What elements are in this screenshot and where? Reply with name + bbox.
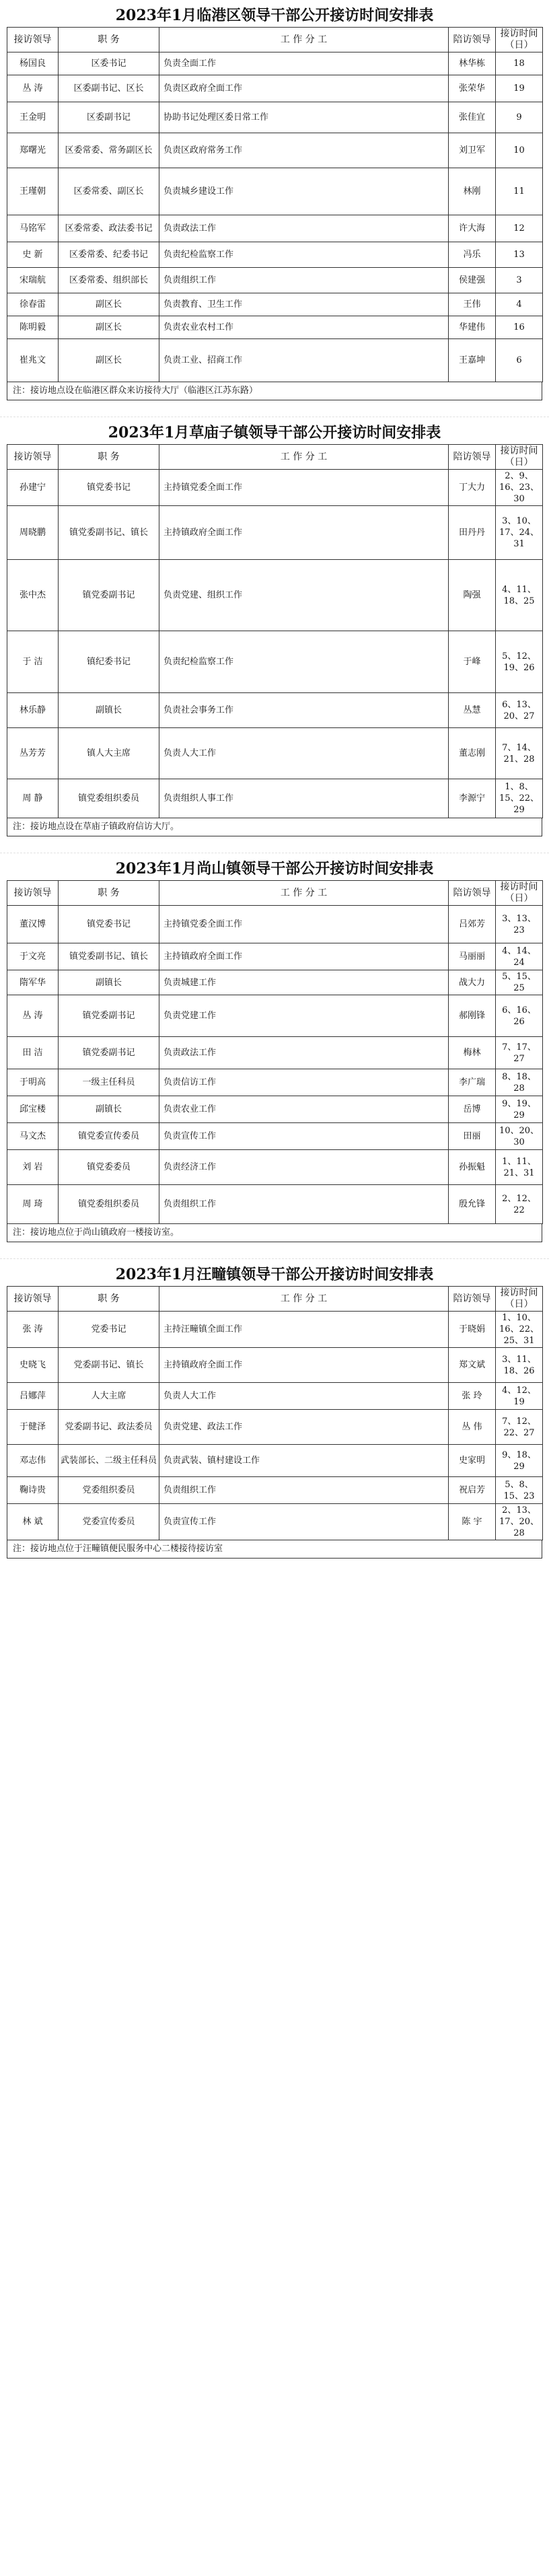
table-row bbox=[7, 1477, 543, 1504]
visit-date: 9、18、29 bbox=[496, 1445, 543, 1477]
duty-text: 负责组织工作 bbox=[159, 1477, 449, 1504]
table-row bbox=[7, 52, 543, 75]
leader-post: 镇党委组织委员 bbox=[59, 1185, 159, 1224]
visit-date: 2、12、22 bbox=[496, 1185, 543, 1224]
schedule-table-1 bbox=[7, 27, 543, 382]
visit-date: 8、18、28 bbox=[496, 1069, 543, 1096]
table-row bbox=[7, 339, 543, 382]
col-header-duty: 工 作 分 工 bbox=[159, 445, 449, 470]
table-row bbox=[7, 293, 543, 316]
col-header-escort: 陪访领导 bbox=[449, 1287, 496, 1312]
visit-date: 7、14、21、28 bbox=[496, 728, 543, 779]
leader-post: 副区长 bbox=[59, 293, 159, 316]
escort-name: 战大力 bbox=[449, 970, 496, 995]
leader-name: 鞠诗贵 bbox=[7, 1477, 59, 1504]
leader-post: 区委常委、政法委书记 bbox=[59, 215, 159, 242]
leader-name: 刘 岩 bbox=[7, 1150, 59, 1185]
escort-name: 侯建强 bbox=[449, 268, 496, 293]
section-note-4: 注：接访地点位于汪疃镇便民服务中心二楼接待接访室 bbox=[7, 1540, 542, 1559]
escort-name: 丁大力 bbox=[449, 470, 496, 506]
escort-name: 于晓娟 bbox=[449, 1312, 496, 1348]
table-row bbox=[7, 1383, 543, 1410]
table-row bbox=[7, 693, 543, 728]
leader-post: 区委常委、纪委书记 bbox=[59, 242, 159, 268]
escort-name: 张荣华 bbox=[449, 75, 496, 102]
visit-date: 6、13、20、27 bbox=[496, 693, 543, 728]
leader-name: 吕娜萍 bbox=[7, 1383, 59, 1410]
leader-name: 丛 涛 bbox=[7, 75, 59, 102]
duty-text: 负责农业工作 bbox=[159, 1096, 449, 1123]
visit-date: 3、11、18、26 bbox=[496, 1348, 543, 1383]
leader-name: 杨国良 bbox=[7, 52, 59, 75]
duty-text: 负责人大工作 bbox=[159, 1383, 449, 1410]
leader-name: 崔兆文 bbox=[7, 339, 59, 382]
duty-text: 主持汪疃镇全面工作 bbox=[159, 1312, 449, 1348]
table-row bbox=[7, 1348, 543, 1383]
duty-text: 负责党建、政法工作 bbox=[159, 1410, 449, 1445]
leader-name: 张中杰 bbox=[7, 560, 59, 631]
visit-date: 11 bbox=[496, 168, 543, 215]
escort-name: 冯乐 bbox=[449, 242, 496, 268]
leader-post: 镇党委书记 bbox=[59, 470, 159, 506]
leader-post: 镇党委组织委员 bbox=[59, 779, 159, 818]
duty-text: 负责城建工作 bbox=[159, 970, 449, 995]
escort-name: 张 玲 bbox=[449, 1383, 496, 1410]
leader-post: 镇党委副书记 bbox=[59, 560, 159, 631]
duty-text: 负责组织工作 bbox=[159, 1185, 449, 1224]
leader-name: 丛 涛 bbox=[7, 995, 59, 1037]
visit-date: 10 bbox=[496, 133, 543, 168]
duty-text: 协助书记处理区委日常工作 bbox=[159, 102, 449, 133]
leader-post: 区委常委、副区长 bbox=[59, 168, 159, 215]
table-header-row bbox=[7, 1287, 543, 1312]
table-row bbox=[7, 1410, 543, 1445]
leader-post: 副镇长 bbox=[59, 693, 159, 728]
section-title-1: 2023年1月临港区领导干部公开接访时间安排表 bbox=[115, 7, 434, 24]
col-header-post: 职 务 bbox=[59, 28, 159, 52]
escort-name: 李广瑞 bbox=[449, 1069, 496, 1096]
escort-name: 郝刚锋 bbox=[449, 995, 496, 1037]
visit-date: 4、11、18、25 bbox=[496, 560, 543, 631]
duty-text: 负责人大工作 bbox=[159, 728, 449, 779]
table-row bbox=[7, 631, 543, 693]
leader-name: 宋瑞航 bbox=[7, 268, 59, 293]
section-title-2: 2023年1月草庙子镇领导干部公开接访时间安排表 bbox=[108, 424, 441, 441]
leader-post: 区委常委、组织部长 bbox=[59, 268, 159, 293]
escort-name: 刘卫军 bbox=[449, 133, 496, 168]
col-header-date: 接访时间（日） bbox=[496, 445, 543, 470]
schedule-table-4 bbox=[7, 1286, 543, 1540]
leader-post: 党委副书记、政法委员 bbox=[59, 1410, 159, 1445]
visit-date: 16 bbox=[496, 316, 543, 339]
duty-text: 负责信访工作 bbox=[159, 1069, 449, 1096]
schedule-table-2 bbox=[7, 444, 543, 818]
escort-name: 林刚 bbox=[449, 168, 496, 215]
schedule-table-3 bbox=[7, 880, 543, 1224]
table-row bbox=[7, 1123, 543, 1150]
visit-date: 6、16、26 bbox=[496, 995, 543, 1037]
leader-name: 于健泽 bbox=[7, 1410, 59, 1445]
escort-name: 岳博 bbox=[449, 1096, 496, 1123]
leader-post: 党委组织委员 bbox=[59, 1477, 159, 1504]
escort-name: 郑文斌 bbox=[449, 1348, 496, 1383]
col-header-duty: 工 作 分 工 bbox=[159, 28, 449, 52]
table-row bbox=[7, 168, 543, 215]
duty-text: 负责党建、组织工作 bbox=[159, 560, 449, 631]
leader-name: 丛芳芳 bbox=[7, 728, 59, 779]
visit-date: 13 bbox=[496, 242, 543, 268]
visit-date: 4、12、19 bbox=[496, 1383, 543, 1410]
leader-post: 镇党委副书记、镇长 bbox=[59, 506, 159, 560]
table-body bbox=[7, 1312, 543, 1540]
table-row bbox=[7, 75, 543, 102]
escort-name: 陶强 bbox=[449, 560, 496, 631]
table-row bbox=[7, 943, 543, 970]
section-note-3: 注：接访地点位于尚山镇政府一楼接访室。 bbox=[7, 1224, 542, 1242]
table-row bbox=[7, 970, 543, 995]
col-header-escort: 陪访领导 bbox=[449, 28, 496, 52]
visit-date: 19 bbox=[496, 75, 543, 102]
leader-name: 陈明毅 bbox=[7, 316, 59, 339]
leader-name: 马文杰 bbox=[7, 1123, 59, 1150]
col-header-date: 接访时间（日） bbox=[496, 881, 543, 906]
leader-name: 董汉博 bbox=[7, 906, 59, 943]
leader-post: 区委书记 bbox=[59, 52, 159, 75]
leader-name: 于文亮 bbox=[7, 943, 59, 970]
table-body bbox=[7, 470, 543, 818]
escort-name: 史家明 bbox=[449, 1445, 496, 1477]
leader-name: 田 洁 bbox=[7, 1037, 59, 1069]
visit-date: 5、8、15、23 bbox=[496, 1477, 543, 1504]
duty-text: 负责政法工作 bbox=[159, 1037, 449, 1069]
table-row bbox=[7, 506, 543, 560]
escort-name: 张佳宜 bbox=[449, 102, 496, 133]
escort-name: 林华栋 bbox=[449, 52, 496, 75]
col-header-leader: 接访领导 bbox=[7, 881, 59, 906]
leader-name: 周 琦 bbox=[7, 1185, 59, 1224]
leader-name: 周 静 bbox=[7, 779, 59, 818]
escort-name: 孙振魁 bbox=[449, 1150, 496, 1185]
escort-name: 王伟 bbox=[449, 293, 496, 316]
section-divider bbox=[0, 836, 549, 853]
duty-text: 负责农业农村工作 bbox=[159, 316, 449, 339]
visit-date: 9 bbox=[496, 102, 543, 133]
leader-name: 孙建宁 bbox=[7, 470, 59, 506]
table-row bbox=[7, 215, 543, 242]
leader-name: 史 新 bbox=[7, 242, 59, 268]
leader-name: 张 涛 bbox=[7, 1312, 59, 1348]
table-row bbox=[7, 242, 543, 268]
leader-post: 镇党委副书记 bbox=[59, 995, 159, 1037]
escort-name: 吕郊芳 bbox=[449, 906, 496, 943]
duty-text: 负责区政府常务工作 bbox=[159, 133, 449, 168]
escort-name: 田丹丹 bbox=[449, 506, 496, 560]
col-header-post: 职 务 bbox=[59, 1287, 159, 1312]
table-row bbox=[7, 728, 543, 779]
table-row bbox=[7, 1185, 543, 1224]
visit-date: 1、11、21、31 bbox=[496, 1150, 543, 1185]
leader-post: 一级主任科员 bbox=[59, 1069, 159, 1096]
table-row bbox=[7, 1150, 543, 1185]
duty-text: 负责社会事务工作 bbox=[159, 693, 449, 728]
escort-name: 丛慧 bbox=[449, 693, 496, 728]
section-title-4: 2023年1月汪疃镇领导干部公开接访时间安排表 bbox=[115, 1266, 434, 1283]
leader-post: 副镇长 bbox=[59, 1096, 159, 1123]
table-row bbox=[7, 1096, 543, 1123]
duty-text: 负责组织工作 bbox=[159, 268, 449, 293]
visit-date: 2、9、16、23、30 bbox=[496, 470, 543, 506]
escort-name: 殷允锋 bbox=[449, 1185, 496, 1224]
escort-name: 祝启芳 bbox=[449, 1477, 496, 1504]
visit-date: 7、12、22、27 bbox=[496, 1410, 543, 1445]
section-note-1: 注：接访地点设在临港区群众来访接待大厅（临港区江苏东路） bbox=[7, 382, 542, 400]
col-header-leader: 接访领导 bbox=[7, 1287, 59, 1312]
escort-name: 丛 伟 bbox=[449, 1410, 496, 1445]
duty-text: 负责经济工作 bbox=[159, 1150, 449, 1185]
duty-text: 负责宣传工作 bbox=[159, 1504, 449, 1540]
leader-post: 镇党委宣传委员 bbox=[59, 1123, 159, 1150]
leader-post: 党委宣传委员 bbox=[59, 1504, 159, 1540]
duty-text: 负责宣传工作 bbox=[159, 1123, 449, 1150]
leader-name: 王瑾朝 bbox=[7, 168, 59, 215]
visit-date: 18 bbox=[496, 52, 543, 75]
leader-post: 区委常委、常务副区长 bbox=[59, 133, 159, 168]
escort-name: 梅林 bbox=[449, 1037, 496, 1069]
leader-name: 马铭军 bbox=[7, 215, 59, 242]
leader-post: 党委书记 bbox=[59, 1312, 159, 1348]
leader-post: 党委副书记、镇长 bbox=[59, 1348, 159, 1383]
escort-name: 田丽 bbox=[449, 1123, 496, 1150]
escort-name: 陈 宇 bbox=[449, 1504, 496, 1540]
duty-text: 负责纪检监察工作 bbox=[159, 631, 449, 693]
visit-date: 9、19、29 bbox=[496, 1096, 543, 1123]
table-row bbox=[7, 906, 543, 943]
duty-text: 负责纪检监察工作 bbox=[159, 242, 449, 268]
table-row bbox=[7, 316, 543, 339]
escort-name: 许大海 bbox=[449, 215, 496, 242]
duty-text: 负责区政府全面工作 bbox=[159, 75, 449, 102]
leader-name: 林乐静 bbox=[7, 693, 59, 728]
table-row bbox=[7, 1069, 543, 1096]
section-divider bbox=[0, 400, 549, 417]
visit-date: 5、12、19、26 bbox=[496, 631, 543, 693]
table-row bbox=[7, 1445, 543, 1477]
table-row bbox=[7, 779, 543, 818]
leader-post: 区委副书记、区长 bbox=[59, 75, 159, 102]
table-row bbox=[7, 102, 543, 133]
leader-name: 邱宝楼 bbox=[7, 1096, 59, 1123]
table-header-row bbox=[7, 881, 543, 906]
duty-text: 主持镇政府全面工作 bbox=[159, 506, 449, 560]
table-row bbox=[7, 268, 543, 293]
col-header-date: 接访时间（日） bbox=[496, 1287, 543, 1312]
col-header-duty: 工 作 分 工 bbox=[159, 881, 449, 906]
col-header-leader: 接访领导 bbox=[7, 28, 59, 52]
escort-name: 马丽丽 bbox=[449, 943, 496, 970]
section-divider bbox=[0, 1242, 549, 1259]
col-header-duty: 工 作 分 工 bbox=[159, 1287, 449, 1312]
visit-date: 3、13、23 bbox=[496, 906, 543, 943]
duty-text: 负责教育、卫生工作 bbox=[159, 293, 449, 316]
schedule-section-1 bbox=[0, 0, 549, 417]
col-header-post: 职 务 bbox=[59, 881, 159, 906]
escort-name: 董志刚 bbox=[449, 728, 496, 779]
visit-date: 3 bbox=[496, 268, 543, 293]
duty-text: 负责武装、镇村建设工作 bbox=[159, 1445, 449, 1477]
duty-text: 负责党建工作 bbox=[159, 995, 449, 1037]
leader-name: 于明高 bbox=[7, 1069, 59, 1096]
escort-name: 王嘉坤 bbox=[449, 339, 496, 382]
leader-post: 镇党委委员 bbox=[59, 1150, 159, 1185]
escort-name: 华建伟 bbox=[449, 316, 496, 339]
visit-date: 6 bbox=[496, 339, 543, 382]
schedule-section-2 bbox=[0, 417, 549, 853]
leader-post: 武装部长、二级主任科员 bbox=[59, 1445, 159, 1477]
table-row bbox=[7, 1037, 543, 1069]
schedule-section-4 bbox=[0, 1259, 549, 1559]
visit-date: 4 bbox=[496, 293, 543, 316]
duty-text: 负责城乡建设工作 bbox=[159, 168, 449, 215]
visit-date: 7、17、27 bbox=[496, 1037, 543, 1069]
leader-name: 邓志伟 bbox=[7, 1445, 59, 1477]
col-header-date: 接访时间（日） bbox=[496, 28, 543, 52]
table-row bbox=[7, 1312, 543, 1348]
duty-text: 主持镇党委全面工作 bbox=[159, 906, 449, 943]
visit-date: 5、15、25 bbox=[496, 970, 543, 995]
col-header-escort: 陪访领导 bbox=[449, 445, 496, 470]
table-body bbox=[7, 52, 543, 382]
section-note-2: 注：接访地点设在草庙子镇政府信访大厅。 bbox=[7, 818, 542, 836]
leader-post: 镇纪委书记 bbox=[59, 631, 159, 693]
table-body bbox=[7, 906, 543, 1224]
col-header-escort: 陪访领导 bbox=[449, 881, 496, 906]
table-row bbox=[7, 470, 543, 506]
schedule-section-3 bbox=[0, 853, 549, 1259]
col-header-leader: 接访领导 bbox=[7, 445, 59, 470]
leader-name: 周晓鹏 bbox=[7, 506, 59, 560]
leader-name: 徐春雷 bbox=[7, 293, 59, 316]
table-row bbox=[7, 995, 543, 1037]
leader-post: 副镇长 bbox=[59, 970, 159, 995]
visit-date: 4、14、24 bbox=[496, 943, 543, 970]
escort-name: 李源宁 bbox=[449, 779, 496, 818]
leader-post: 区委副书记 bbox=[59, 102, 159, 133]
escort-name: 于峰 bbox=[449, 631, 496, 693]
leader-name: 隋军华 bbox=[7, 970, 59, 995]
duty-text: 主持镇党委全面工作 bbox=[159, 470, 449, 506]
leader-post: 人大主席 bbox=[59, 1383, 159, 1410]
table-row bbox=[7, 133, 543, 168]
leader-name: 王金明 bbox=[7, 102, 59, 133]
visit-date: 3、10、17、24、31 bbox=[496, 506, 543, 560]
section-title-3: 2023年1月尚山镇领导干部公开接访时间安排表 bbox=[115, 860, 434, 878]
visit-date: 1、8、15、22、29 bbox=[496, 779, 543, 818]
col-header-post: 职 务 bbox=[59, 445, 159, 470]
duty-text: 主持镇政府全面工作 bbox=[159, 943, 449, 970]
table-header-row bbox=[7, 445, 543, 470]
leader-post: 副区长 bbox=[59, 339, 159, 382]
leader-post: 副区长 bbox=[59, 316, 159, 339]
leader-post: 镇党委书记 bbox=[59, 906, 159, 943]
table-header-row bbox=[7, 28, 543, 52]
duty-text: 负责全面工作 bbox=[159, 52, 449, 75]
leader-name: 林 斌 bbox=[7, 1504, 59, 1540]
leader-name: 于 洁 bbox=[7, 631, 59, 693]
visit-date: 1、10、16、22、25、31 bbox=[496, 1312, 543, 1348]
duty-text: 负责组织人事工作 bbox=[159, 779, 449, 818]
leader-name: 史晓飞 bbox=[7, 1348, 59, 1383]
visit-date: 2、13、17、20、28 bbox=[496, 1504, 543, 1540]
visit-date: 10、20、30 bbox=[496, 1123, 543, 1150]
table-row bbox=[7, 560, 543, 631]
visit-date: 12 bbox=[496, 215, 543, 242]
table-row bbox=[7, 1504, 543, 1540]
duty-text: 主持镇政府全面工作 bbox=[159, 1348, 449, 1383]
leader-post: 镇党委副书记 bbox=[59, 1037, 159, 1069]
duty-text: 负责政法工作 bbox=[159, 215, 449, 242]
duty-text: 负责工业、招商工作 bbox=[159, 339, 449, 382]
leader-post: 镇人大主席 bbox=[59, 728, 159, 779]
leader-post: 镇党委副书记、镇长 bbox=[59, 943, 159, 970]
leader-name: 郑曙光 bbox=[7, 133, 59, 168]
